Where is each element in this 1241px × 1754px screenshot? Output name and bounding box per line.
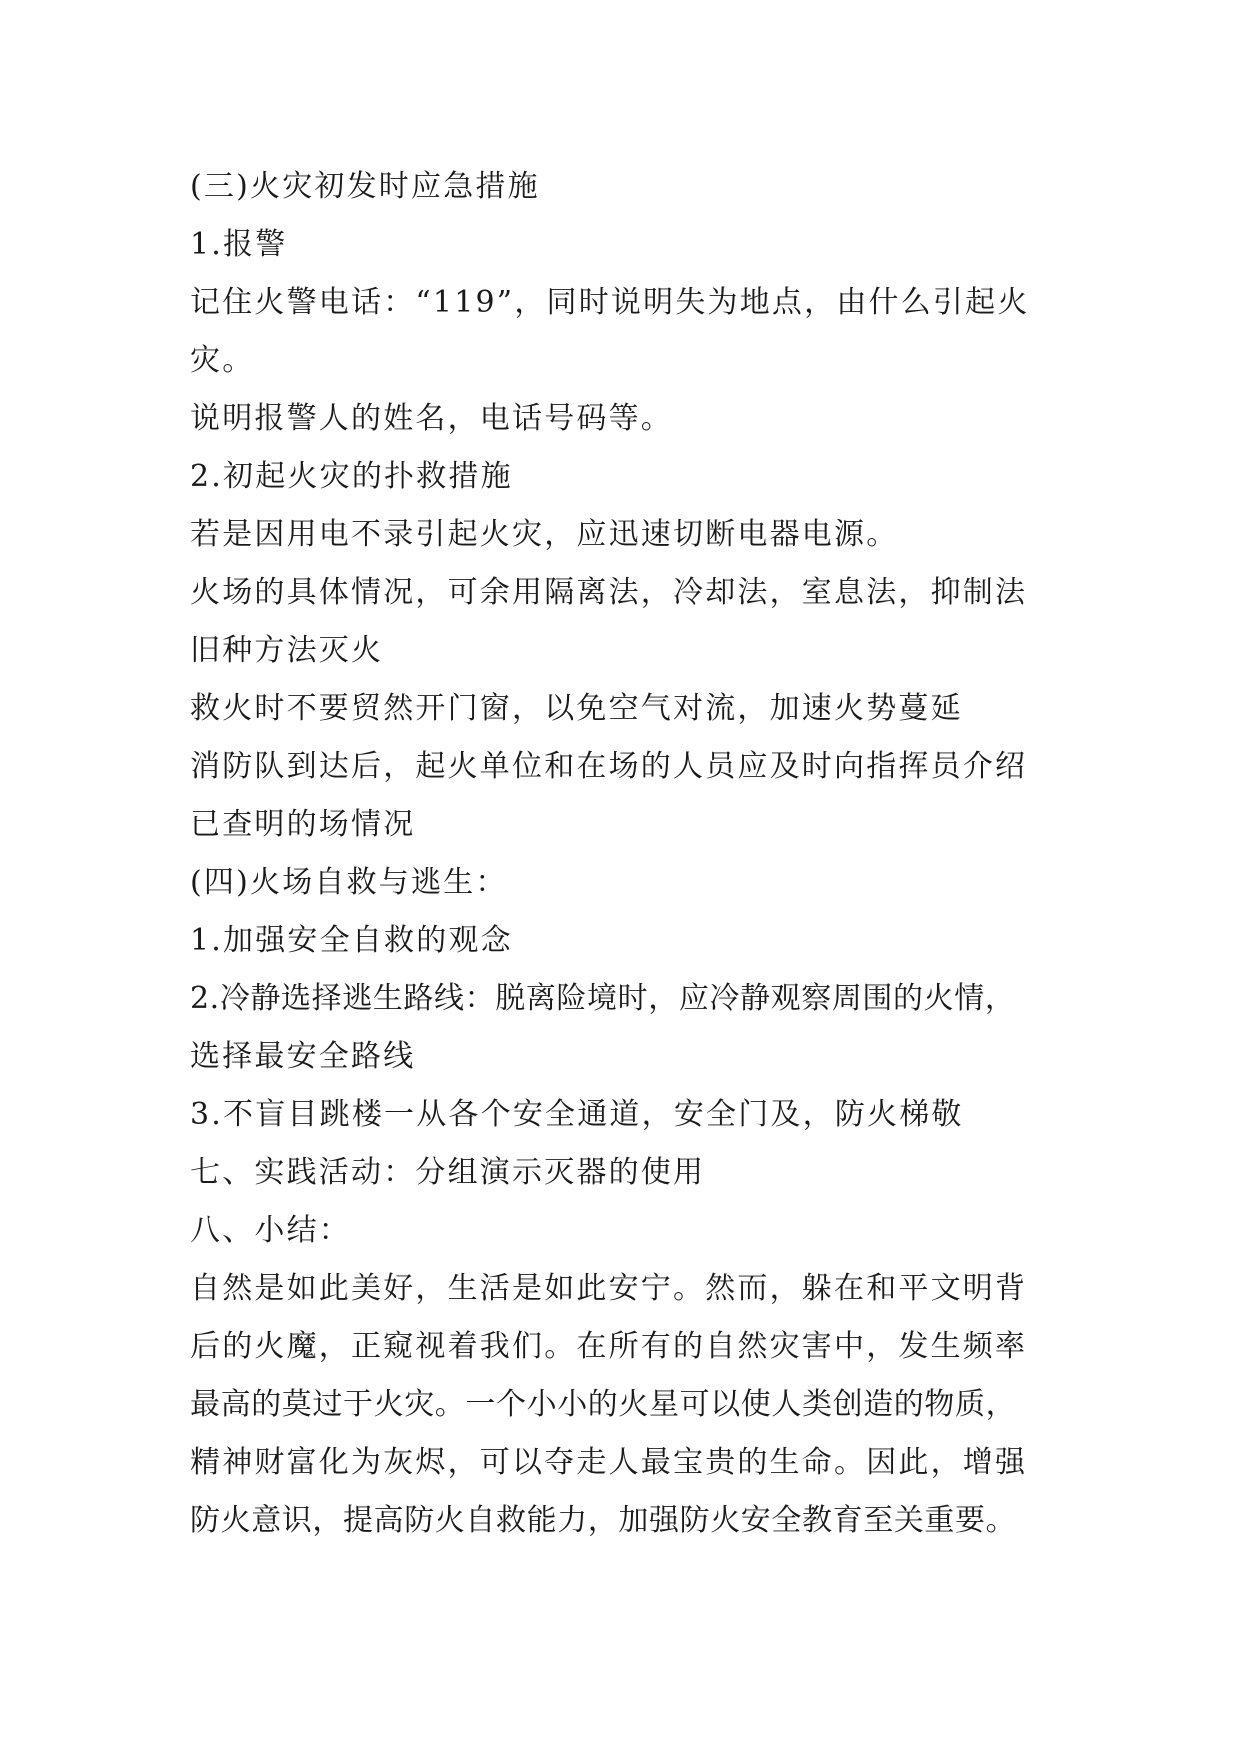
paragraph-line: 最高的莫过于火灾。一个小小的火星可以使人类创造的物质， [190, 1387, 1017, 1422]
paragraph-line: 火场的具体情况，可余用隔离法，冷却法，室息法，抑制法 [190, 575, 1028, 610]
paragraph-line: 精神财富化为灰烬，可以夺走人最宝贵的生命。因此，增强 [190, 1445, 1028, 1480]
paragraph-line: 自然是如此美好，生活是如此安宁。然而，躲在和平文明背 [190, 1271, 1028, 1306]
paragraph-line: 救火时不要贸然开门窗，以免空气对流，加速火势蔓延 [190, 691, 963, 726]
paragraph-line: 后的火魔，正窥视着我们。在所有的自然灾害中，发生频率 [190, 1329, 1028, 1364]
paragraph-line: 已查明的场情况 [190, 807, 416, 842]
section-heading-summary: 八、小结： [190, 1213, 351, 1248]
paragraph-line: 记住火警电话：“119”，同时说明失为地点，由什么引起火 [190, 285, 1030, 320]
section-heading-practice: 七、实践活动：分组演示灭器的使用 [190, 1155, 706, 1190]
paragraph-line: 旧种方法灭火 [190, 633, 384, 668]
paragraph-line: 消防队到达后，起火单位和在场的人员应及时向指挥员介绍 [190, 749, 1028, 784]
paragraph-line: 防火意识，提高防火自救能力，加强防火安全教育至关重要。 [190, 1503, 1017, 1538]
item-heading-initial-fire-fighting: 2.初起火灾的扑救措施 [190, 459, 513, 494]
section-heading-self-rescue: (四)火场自救与逃生： [190, 865, 508, 900]
list-item: 1.加强安全自救的观念 [190, 923, 513, 958]
section-heading-emergency-measures: (三)火灾初发时应急措施 [190, 169, 540, 204]
paragraph-line: 选择最安全路线 [190, 1039, 416, 1074]
paragraph-line: 说明报警人的姓名，电话号码等。 [190, 401, 673, 436]
paragraph-line: 若是因用电不录引起火灾，应迅速切断电器电源。 [190, 517, 899, 552]
list-item: 2.冷静选择逃生路线：脱离险境时，应冷静观察周围的火情， [190, 981, 1016, 1016]
list-item: 3.不盲目跳楼一从各个安全通道，安全门及，防火梯敬 [190, 1097, 964, 1132]
paragraph-line: 灾。 [190, 343, 255, 378]
document-body [190, 158, 1060, 1550]
item-heading-alarm: 1.报警 [190, 227, 288, 262]
